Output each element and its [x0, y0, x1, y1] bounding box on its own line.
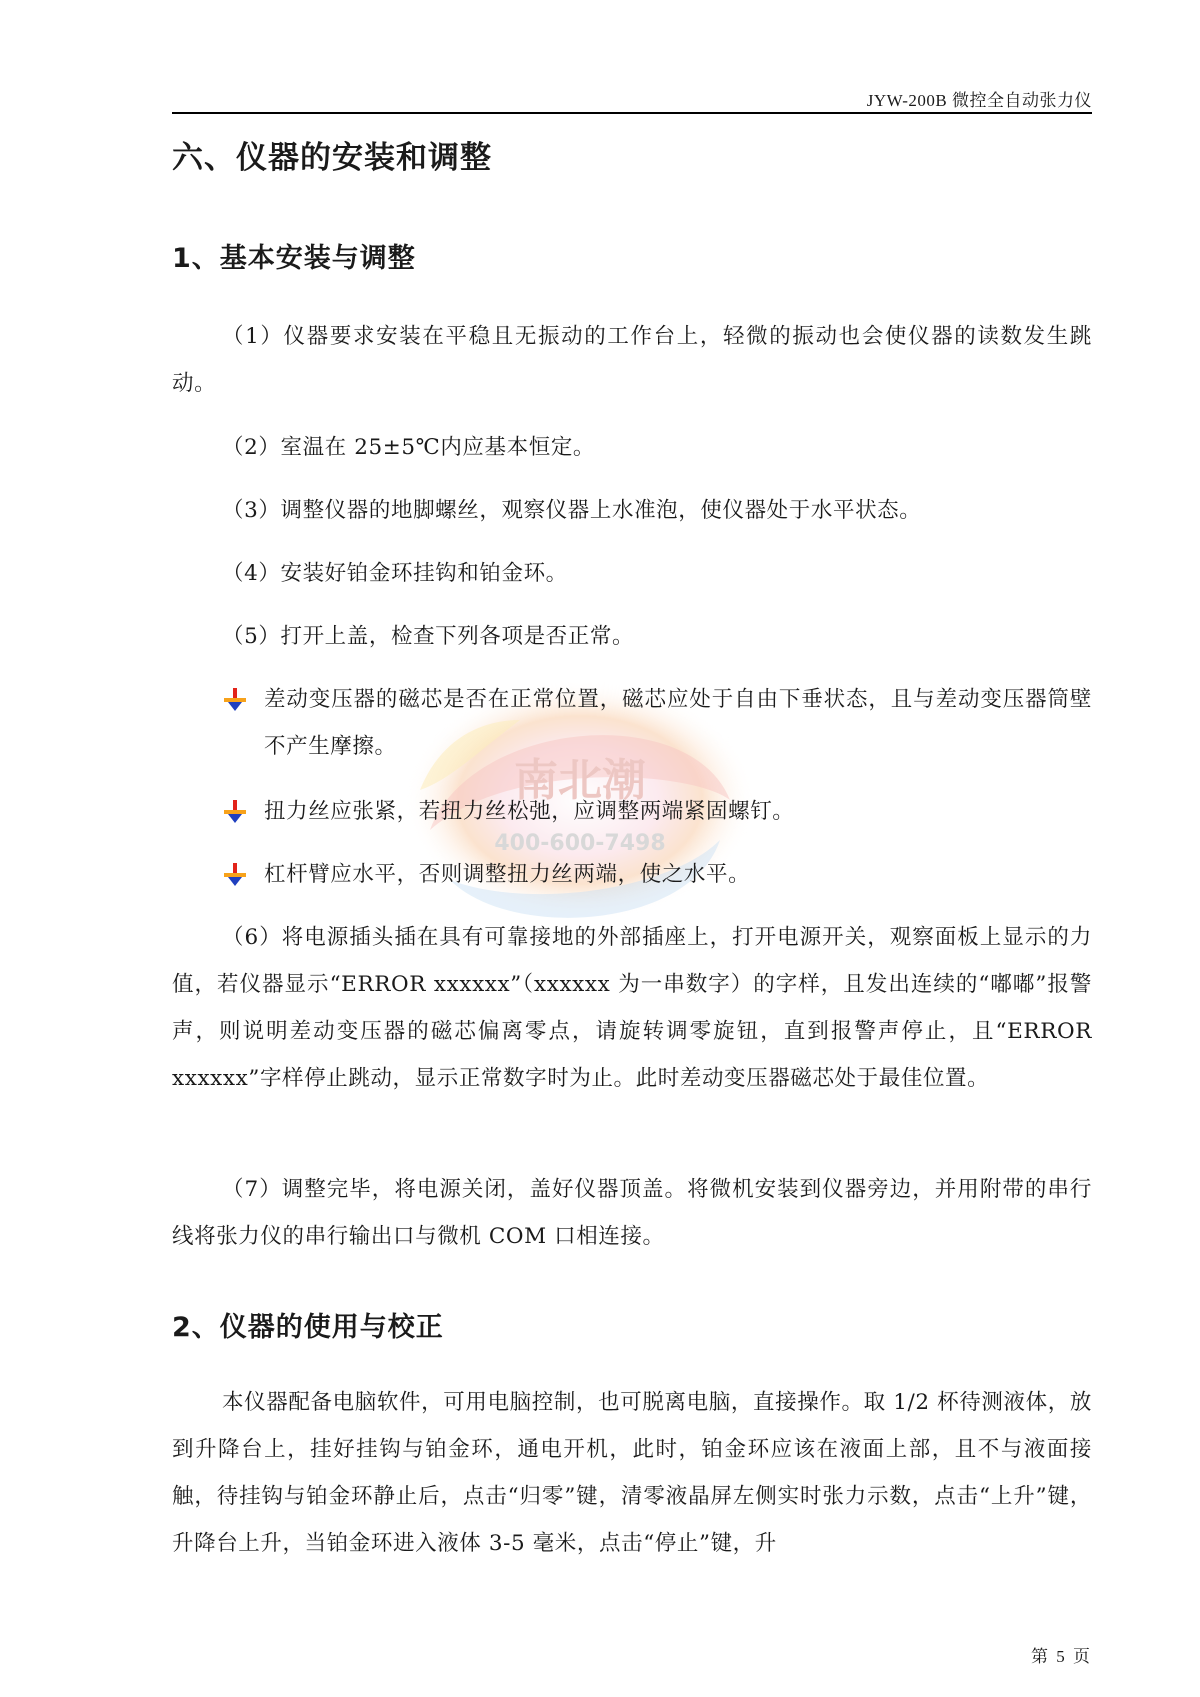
section-title: 六、仪器的安装和调整: [172, 140, 492, 176]
paragraph-2: （2）室温在 25±5℃内应基本恒定。: [222, 435, 596, 460]
page-header: [172, 82, 1092, 114]
bullet-text: 杠杆臂应水平，否则调整扭力丝两端，使之水平。: [264, 862, 751, 887]
arrow-bullet-icon: [222, 688, 248, 712]
bullet-text: 差动变压器的磁芯是否在正常位置，磁芯应处于自由下垂状态，且与差动变压器筒壁不产生摩擦。: [264, 687, 1092, 759]
arrow-bullet-icon: [222, 863, 248, 887]
header-title: JYW-200B 微控全自动张力仪: [866, 91, 1092, 110]
paragraph-3: （3）调整仪器的地脚螺丝，观察仪器上水准泡，使仪器处于水平状态。: [222, 498, 922, 523]
watermark-phone: 400-600-7498: [494, 831, 666, 856]
paragraph-5: （5）打开上盖，检查下列各项是否正常。: [222, 624, 635, 649]
subsection-1-title: 1、基本安装与调整: [172, 243, 416, 274]
arrow-bullet-icon: [222, 800, 248, 824]
page-number: 第 5 页: [1031, 1647, 1092, 1666]
paragraph-1: （1）仪器要求安装在平稳且无振动的工作台上，轻微的振动也会使仪器的读数发生跳动。: [172, 324, 1092, 396]
paragraph-6: （6）将电源插头插在具有可靠接地的外部插座上，打开电源开关，观察面板上显示的力值，若仪器显示“ERROR xxxxxx”（xxxxxx 为一串数字）的字样，且发出连续的“嘟嘟”报警声，则说明差动变压器的磁芯偏离零点，请旋转调零旋钮，直到报警声停止，且“ERROR xxxxxx”字样停止跳动，显示正常数字时为止。此时差动变压器磁芯处于最佳位置。: [172, 925, 1092, 1091]
subsection-2-title: 2、仪器的使用与校正: [172, 1312, 444, 1343]
bullet-item: [222, 788, 1092, 835]
bullet-item: [222, 676, 1092, 770]
watermark-brand: 南北潮: [514, 755, 646, 806]
bullet-item: [222, 851, 1092, 898]
paragraph-7: （7）调整完毕，将电源关闭，盖好仪器顶盖。将微机安装到仪器旁边，并用附带的串行线将张力仪的串行输出口与微机 COM 口相连接。: [172, 1177, 1092, 1249]
paragraph-8: 本仪器配备电脑软件，可用电脑控制，也可脱离电脑，直接操作。取 1/2 杯待测液体，放到升降台上，挂好挂钩与铂金环，通电开机，此时，铂金环应该在液面上部，且不与液面接触，待挂钩与铂金环静止后，点击“归零”键，清零液晶屏左侧实时张力示数，点击“上升”键，升降台上升，当铂金环进入液体 3-5 毫米，点击“停止”键，升: [172, 1390, 1092, 1556]
bullet-text: 扭力丝应张紧，若扭力丝松弛，应调整两端紧固螺钉。: [264, 799, 795, 824]
paragraph-4: （4）安装好铂金环挂钩和铂金环。: [222, 561, 568, 586]
